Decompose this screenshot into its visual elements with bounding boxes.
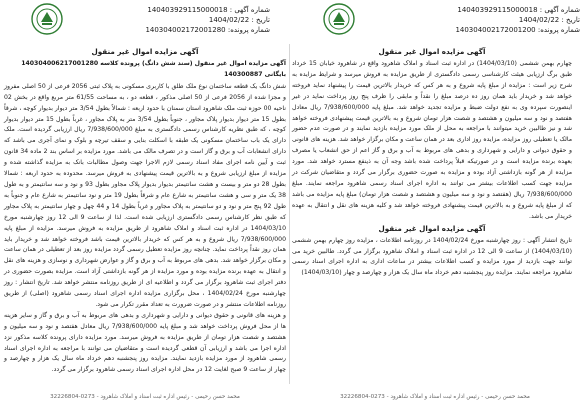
notice-body-2: و هزینه های قانونی و حقوق دیوانی و دارایی و شهرداری و بدهی های مربوط به آب و برق و گاز و سایر هزینه ها از محل فروش پرداخت خواهد شد و مبلغ پایه 7/938/600/000 ریال معادل هفتصد و نود و سه میلیون و هشتصد و شصت هزار تومان از طریق مزایده به فروش میرسد. مورد مزایده دارای پرونده کلاسه مذکور نزد اداره اجرا می باشد و ارزیابی آن قطعی گردیده است و متقاضیان می توانند با مراجعه به اداره اجرای اسناد رسمی شاهرود از مورد مزایده بازدید نمایند. مزایده روز پنجشنبه دهم خرداد ماه سال یک هزار و چهارصد و چهار از ساعت 9 صبح لغایت 12 در محل اداره اجرای اسناد رسمی شاهرود برگزار می گردد. (4, 311, 286, 374)
notice-date: تاریخ : 1404/02/22 (518, 16, 580, 24)
file-number: شماره پرونده: 140304002172001200 (455, 26, 580, 34)
left-notice (4, 46, 286, 376)
notice-subtitle: آگهی مزایده اموال غیر منقول (378, 223, 486, 233)
column-divider (289, 44, 290, 384)
file-number: شماره پرونده: 140304002172001280 (145, 26, 270, 34)
notice-body-2: تاریخ انتشار آگهی : روز چهارشنبه مورخ 1404/02/24 در روزنامه اطلاعات ، مزایده روز چهارم بهمن ششمی (1404/03/10) از ساعت 9 الی 12 در اداره ثبت اسناد و املاک شاهرود برگزار می گردد. طالبین خرید می توانند جهت بازدید از مورد مزایده و کسب اطلاعات بیشتر در ساعات اداری به اداره اجرای اسناد رسمی شاهرود مراجعه نمایند. مزایده روز پنجشنبه دهم خرداد ماه سال یک هزار و چهارصد و چهار (1404/03/10) (292, 236, 572, 277)
record-number: شماره آگهی : 140403929115000018 (147, 6, 270, 14)
notice-body: چهارم بهمن ششمی (1404/03/10) در اداره ثبت اسناد و املاک شاهرود واقع در شاهرود خیابان 15 خرداد طبق برگ ارزیابی هیئت کارشناسی رسمی دادگستری از طریق مزایده به فروش میرسد و شرایط مزایده به شرح زیر است : مزایده از مبلغ پایه شروع و به هر کس که خریدار بالاترین قیمت را پیشنهاد نماید فروخته خواهد شد و خریدار باید همان روز ده درصد مبلغ را نقداً و مابقی را ظرف پنج روز پرداخت نماید در غیر اینصورت سپرده وی به نفع دولت ضبط و مزایده تجدید خواهد شد. مبلغ پایه 7/938/600/000 ریال معادل هفتصد و نود و سه میلیون و هشتصد و شصت هزار تومان شروع و به بالاترین قیمت پیشنهادی فروخته خواهد شد و نیز طالبین خرید میتوانند با مراجعه به محل از ملک مورد مزایده بازدید نمایند و در صورت عدم حضور مالک یا تعطیلی روز مزایده، مزایده روز اداری بعد در همان ساعت و مکان برگزار خواهد شد. هزینه های قانونی و حقوق دیوانی و دارایی و شهرداری و بدهی های مربوط به آب و برق و گاز اعم از حق انشعاب یا مصرف بعهده برنده مزایده است و در صورتیکه قبلاً پرداخت شده باشد وجه آن به ذینفع مسترد خواهد شد. مورد مزایده از هر گونه بازداشتی آزاد بوده و مزایده به صورت حضوری برگزار می گردد و متقاضیان شرکت در مزایده جهت کسب اطلاعات بیشتر می توانند به اداره اجرای اسناد رسمی شاهرود مراجعه نمایند. مبلغ 7/938/600/000 ریال (هفتصد و نود و سه میلیون و هشتصد و شصت هزار تومان) مبلغ پایه مزایده می باشد که از مبلغ پایه شروع و به بالاترین قیمت پیشنهادی فروخته خواهد شد و کلیه هزینه های نقل و انتقال به عهده خریدار می باشد. (292, 60, 573, 220)
notice-intro: آگهی مزایده اموال غیر منقول (سند شش دانگ) پرونده کلاسه 140304006217001280 بایگانی 140300887 (21, 60, 286, 78)
registry-emblem-icon (322, 2, 356, 36)
notice-date: تاریخ : 1404/02/22 (208, 16, 270, 24)
notice-title: آگهی مزایده اموال غیر منقول (378, 47, 486, 56)
right-notice (292, 46, 572, 279)
left-notice-footer: محمد حسن رحیمی - رئیس اداره ثبت اسناد و املاک شاهرود - 0273-32226804 (50, 394, 240, 400)
notice-title: آگهی مزایده اموال غیر منقول (91, 47, 199, 56)
right-notice-footer: محمد حسن رحیمی - رئیس اداره ثبت اسناد و املاک شاهرود - 0273-32226804 (340, 394, 530, 400)
record-number: شماره آگهی : 140403929115000018 (457, 6, 580, 14)
right-notice-meta (430, 5, 580, 35)
notice-body: شش دانگ یک قطعه ساختمان نوع ملک طلق با کاربری مسکونی به پلاک ثبتی 2056 فرعی از 50 اصلی مفروز و مجزا شده از 2056 فرعی از 50 اصلی مذکور ، قطعه دو ، به مساحت 61/55 متر مربع واقع در بخش 02 ناحیه 00 حوزه ثبت ملک شاهرود استان سمنان با حدود اربعه : شمالاً بطول 3/54 متر دیوار بدیوار کوچه ، شرقاً بطول 15 متر دیوار بدیوار پلاک مجاور ، جنوباً بطول 3/54 متر به پلاک مجاور ، غرباً بطول 15 متر دیوار بدیوار کوچه ، که طبق نظریه کارشناس رسمی دادگستری به مبلغ 7/938/600/000 ریال ارزیابی گردیده است. ملک دارای یک باب ساختمان مسکونی یک طبقه با اسکلت بنایی و سقف تیرچه و بلوک و نمای آجری می باشد که دارای انشعابات آب و برق و گاز است و در تصرف مالک می باشد. مورد مزایده بر اساس بند 2 ماده 34 قانون ثبت و آیین نامه اجرای مفاد اسناد رسمی لازم الاجرا جهت وصول مطالبات بانک به مزایده گذاشته شده و مزایده از مبلغ ارزیابی شروع و به بالاترین قیمت پیشنهادی به فروش میرسد. محدوده به حدود اربعه : شمالا بطول 28 دو متر و بیست و هشت سانتیمتر بدیوار بدیوار پلاک مجاور بطول 93 و نود و سه سانتیمتر و به طول 38 یک متر و سی و هشت سانتیمتر به شارع عام و شرقاً بطول 19 متر و نود سانتیمتر به شارع عام و جنوباً به طول 92 پنج متر و نود و دو سانتیمتر به پلاک مجاور و غرباً بطول 14 و 44 چهل و چهار سانتیمتر به پلاک مجاور که طبق نظر کارشناس رسمی دادگستری ارزیابی شده است. لذا از ساعت 9 الی 12 روز چهارشنبه مورخ 1404/03/10 در اداره ثبت اسناد و املاک شاهرود از طریق مزایده به فروش میرسد. مزایده از مبلغ پایه 7/938/600/000 ریال شروع و به هر کس که خریدار بالاترین قیمت باشد فروخته خواهد شد و خریدار باید همان روز نقداً پرداخت نماید. چنانچه روز مزایده تعطیل رسمی گردد مزایده روز بعد از تعطیلی در همان ساعت و مکان برگزار خواهد شد. بدهی های مربوط به آب و برق و گاز و عوارض شهرداری و نوسازی و هزینه های نقل و انتقال به عهده برنده مزایده بوده و مورد مزایده از هر گونه بازداشتی آزاد است. مزایده بصورت حضوری در دفتر اجرای ثبت شاهرود برگزار می گردد و اطلاعیه ای از طریق روزنامه منتشر خواهد شد. تاریخ انتشار : روز چهارشنبه مورخ 1404/02/24 ، محل برگزاری مزایده اداره اجرای اسناد رسمی شاهرود (اصلی) از طریق روزنامه اطلاعات منتشر و در صورت ضرورت به تعداد مقرر تکرار می شود. (4, 82, 287, 308)
registry-emblem-icon (30, 2, 64, 36)
left-notice-meta (120, 5, 270, 35)
